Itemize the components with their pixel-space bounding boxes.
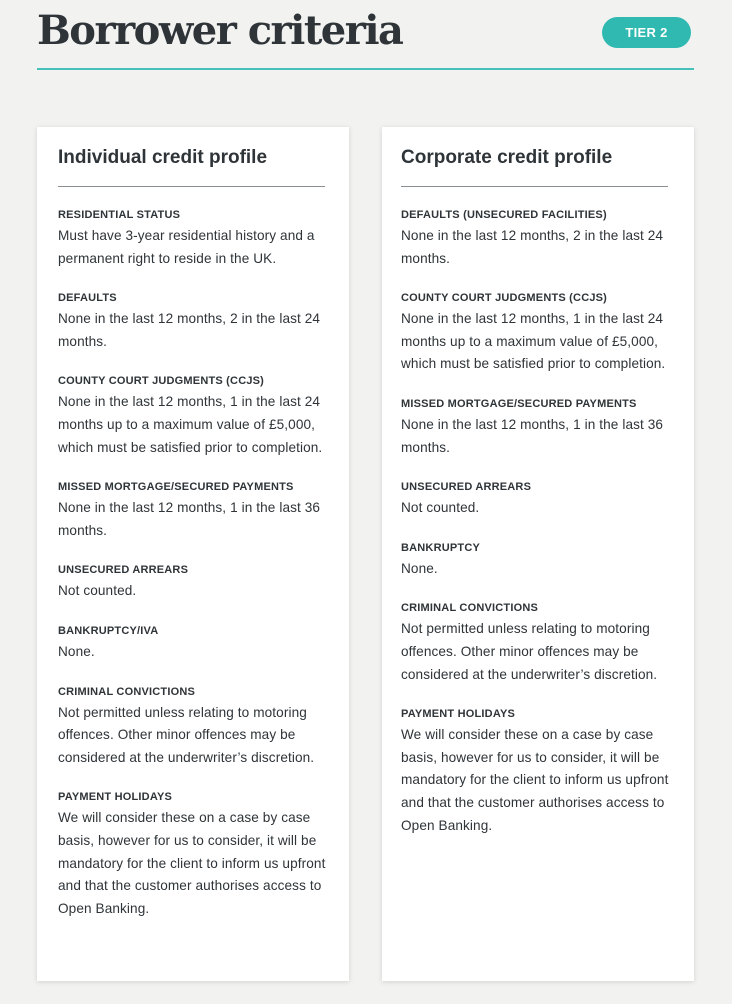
section-label: BANKRUPTCY/IVA [58, 624, 159, 637]
section-text: None. [401, 560, 438, 576]
criteria-section [58, 480, 328, 542]
criteria-section [401, 291, 675, 376]
section-label: CRIMINAL CONVICTIONS [401, 602, 539, 615]
section-label: DEFAULTS [58, 292, 117, 305]
section-text: None in the last 12 months, 2 in the last 24 months. [58, 311, 321, 349]
section-label: PAYMENT HOLIDAYS [58, 791, 173, 804]
section-label: UNSECURED ARREARS [401, 481, 532, 494]
section-label: MISSED MORTGAGE/SECURED PAYMENTS [58, 481, 294, 494]
section-label: RESIDENTIAL STATUS [58, 209, 181, 221]
section-text: None in the last 12 months, 1 in the last 36 months. [58, 500, 321, 538]
section-text: We will consider these on a case by case basis, however for us to consider, it will be mandatory for the client to inform us upfront and that the customer authorises access to Open Banking. [401, 727, 669, 833]
criteria-section [58, 291, 328, 353]
section-text: We will consider these on a case by case basis, however for us to consider, it will be mandatory for the client to inform us upfront and that the customer authorises access to Open Banking. [58, 810, 326, 916]
criteria-section [58, 624, 328, 664]
section-text: None in the last 12 months, 2 in the last 24 months. [401, 228, 664, 266]
criteria-section [58, 790, 328, 920]
criteria-section [401, 707, 675, 837]
card-divider [401, 186, 668, 187]
section-label: UNSECURED ARREARS [58, 564, 189, 577]
criteria-section [401, 601, 675, 686]
section-label: COUNTY COURT JUDGMENTS (CCJS) [401, 292, 608, 305]
tier-badge: TIER 2 [602, 17, 691, 48]
criteria-section [58, 685, 328, 770]
section-label: CRIMINAL CONVICTIONS [58, 685, 196, 698]
section-text: Not counted. [58, 583, 137, 599]
corporate-credit-profile-card [382, 127, 694, 981]
card-title: Corporate credit profile [401, 147, 613, 168]
section-text: Not permitted unless relating to motoring offences. Other minor offences may be considered at the underwriter’s discretion. [58, 704, 315, 765]
section-label: DEFAULTS (UNSECURED FACILITIES) [401, 209, 607, 221]
card-divider [58, 186, 325, 187]
section-label: COUNTY COURT JUDGMENTS (CCJS) [58, 375, 265, 388]
section-text: Not permitted unless relating to motoring offences. Other minor offences may be considered at the underwriter’s discretion. [401, 621, 658, 682]
section-label: MISSED MORTGAGE/SECURED PAYMENTS [401, 397, 637, 410]
section-text: Must have 3-year residential history and a permanent right to reside in the UK. [58, 228, 315, 266]
section-text: None in the last 12 months, 1 in the last 24 months up to a maximum value of £5,000, which must be satisfied prior to completion. [401, 311, 666, 372]
criteria-section [58, 374, 328, 459]
section-label: BANKRUPTCY [401, 541, 480, 554]
section-text: None. [58, 643, 95, 659]
criteria-section [401, 397, 675, 459]
criteria-section [58, 208, 328, 270]
section-text: None in the last 12 months, 1 in the last 24 months up to a maximum value of £5,000, which must be satisfied prior to completion. [58, 394, 323, 455]
card-title: Individual credit profile [58, 147, 268, 168]
section-label: PAYMENT HOLIDAYS [401, 708, 516, 721]
section-text: None in the last 12 months, 1 in the last 36 months. [401, 416, 664, 455]
individual-credit-profile-card [37, 127, 349, 981]
criteria-section [401, 480, 675, 520]
criteria-section [401, 541, 675, 581]
page-title: Borrower criteria [37, 7, 403, 54]
criteria-section [401, 208, 675, 270]
section-text: Not counted. [401, 500, 480, 516]
criteria-section [58, 563, 328, 603]
title-divider [37, 68, 694, 70]
